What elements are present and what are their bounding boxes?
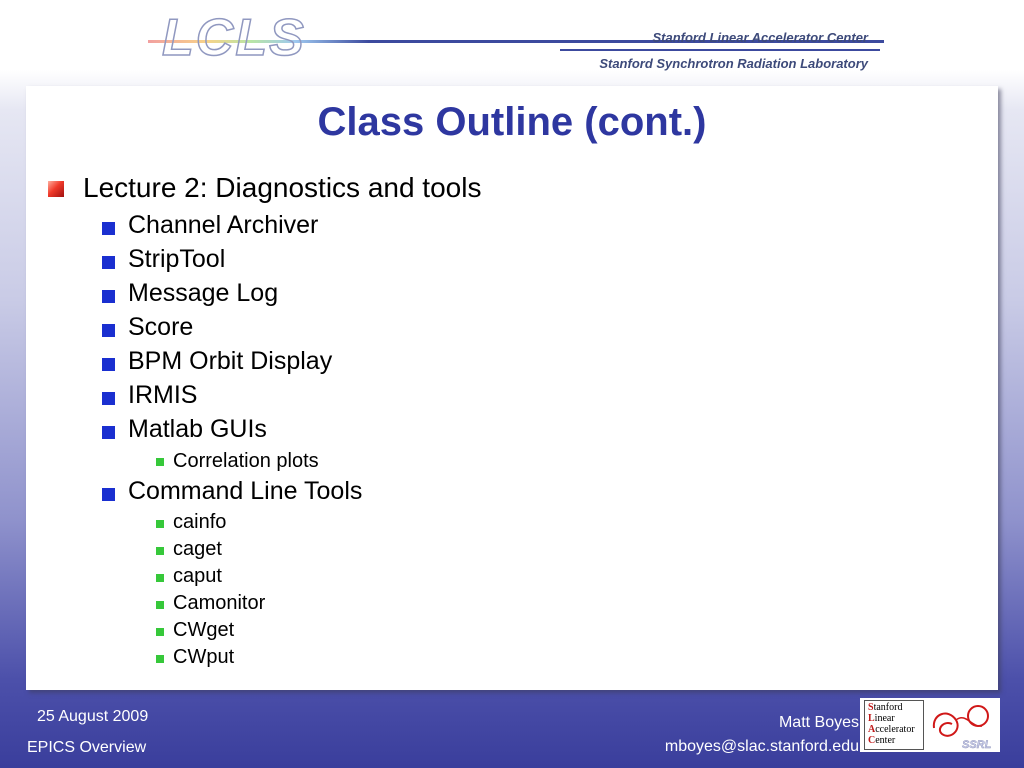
footer-author: Matt Boyes: [778, 714, 859, 731]
slac-logo-line: Stanford: [868, 702, 903, 713]
outline-item: Command Line Tools: [128, 477, 363, 505]
bullet-icon: [102, 324, 115, 337]
outline-item: Lecture 2: Diagnostics and tools: [83, 172, 482, 203]
outline-item: Matlab GUIs: [128, 415, 267, 443]
ssrl-logo: [926, 698, 1000, 752]
outline-item: caget: [173, 538, 222, 560]
footer-date: 25 August 2009: [37, 708, 149, 725]
bullet-icon: [156, 520, 164, 528]
bullet-icon: [156, 655, 164, 663]
bullet-icon: [156, 628, 164, 636]
slac-logo-line: Center: [868, 735, 896, 746]
outline-item: caput: [173, 565, 222, 587]
slide-title: Class Outline (cont.): [317, 100, 707, 144]
bullet-icon: [102, 426, 115, 439]
bullet-icon: [48, 181, 64, 197]
footer-email: mboyes@slac.stanford.edu: [664, 738, 859, 755]
bullet-icon: [156, 601, 164, 609]
outline-item: Correlation plots: [173, 450, 319, 472]
slac-logo: [864, 700, 924, 750]
org-name-slac: Stanford Linear Accelerator Center: [652, 30, 868, 45]
slac-logo-line: Accelerator: [868, 724, 915, 735]
outline-item: Channel Archiver: [128, 211, 319, 239]
bullet-icon: [102, 358, 115, 371]
bullet-icon: [102, 488, 115, 501]
lcls-logo: LCLS: [162, 9, 306, 67]
org-name-ssrl: Stanford Synchrotron Radiation Laboratory: [599, 56, 868, 71]
bullet-icon: [102, 222, 115, 235]
bullet-icon: [156, 574, 164, 582]
bullet-icon: [156, 547, 164, 555]
bullet-icon: [102, 290, 115, 303]
bullet-icon: [102, 256, 115, 269]
outline-item: Message Log: [128, 279, 279, 307]
outline-item: Camonitor: [173, 592, 266, 614]
ssrl-logo-text: SSRL: [962, 739, 992, 751]
outline-item: CWput: [173, 646, 235, 668]
footer-course: EPICS Overview: [27, 739, 147, 756]
outline-item: IRMIS: [128, 381, 198, 409]
outline-item: CWget: [173, 619, 235, 641]
outline-item: cainfo: [173, 511, 227, 533]
bullet-icon: [156, 458, 164, 466]
org-divider: [560, 49, 880, 51]
outline-item: Score: [128, 313, 194, 341]
outline-item: StripTool: [128, 245, 226, 273]
slac-logo-line: Linear: [868, 713, 895, 724]
outline-item: BPM Orbit Display: [128, 347, 333, 375]
bullet-icon: [102, 392, 115, 405]
